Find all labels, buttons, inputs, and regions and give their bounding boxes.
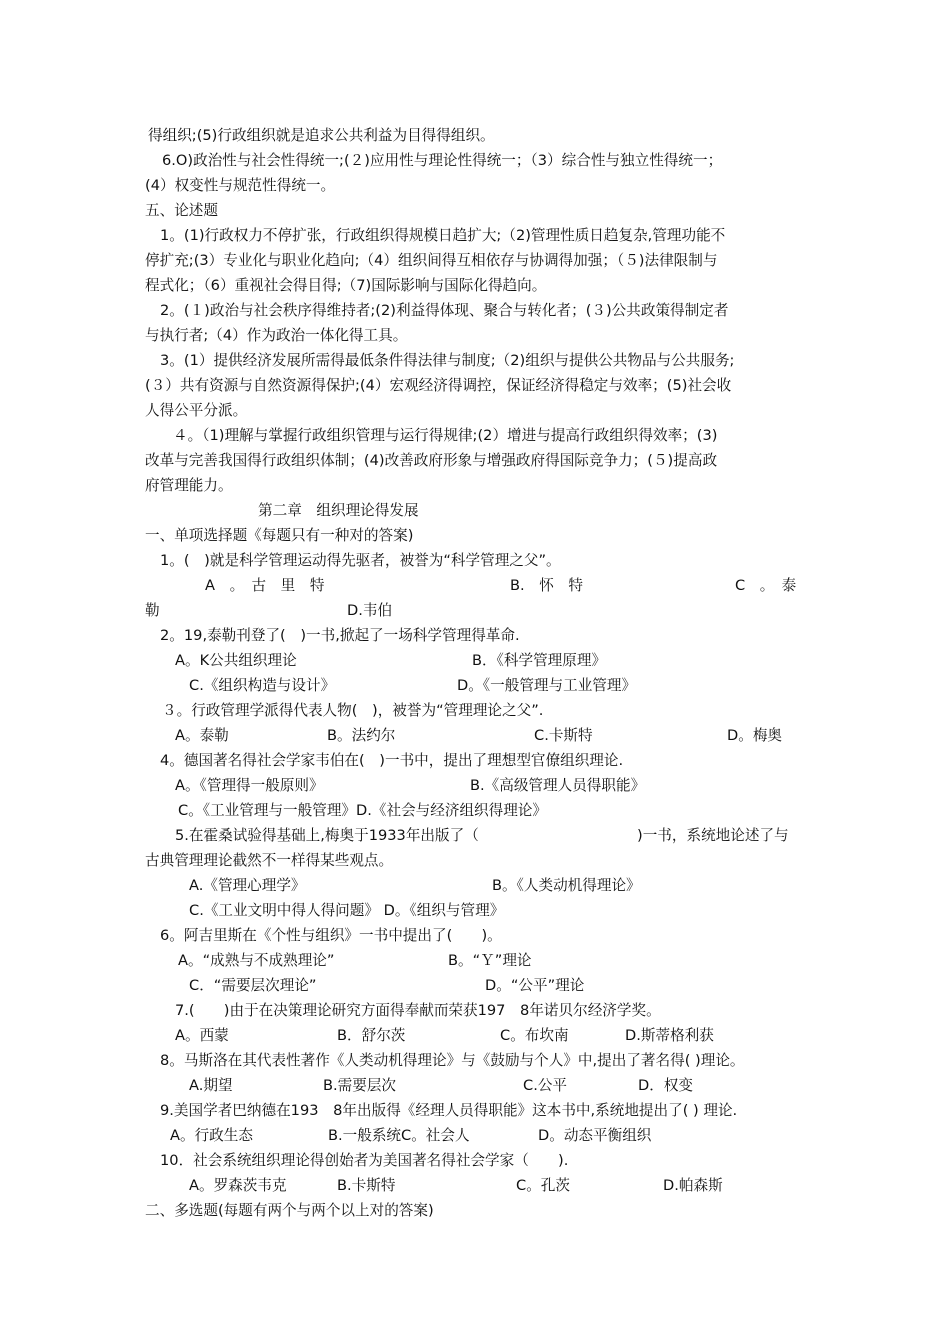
option-c: C。孔茨 — [516, 1177, 570, 1194]
option-d: D。“公平”理论 — [485, 977, 585, 994]
chapter-title: 第二章 组织理论得发展 — [258, 502, 419, 519]
text-line: 府管理能力。 — [145, 477, 233, 494]
option-a: A。K公共组织理论 — [175, 652, 297, 669]
question-stem: 7.( )由于在决策理论研究方面得奉献而荣获197 8年诺贝尔经济学奖。 — [175, 1002, 661, 1019]
text-line: 人得公平分派。 — [145, 402, 248, 419]
option-b: B. 怀 特 — [510, 577, 584, 594]
option-d: D.斯蒂格利获 — [625, 1027, 714, 1044]
option-a: A 。 古 里 特 — [205, 577, 325, 594]
option-a: A。泰勒 — [175, 727, 229, 744]
option-d: D.帕森斯 — [663, 1177, 723, 1194]
section-heading: 二、多选题(每题有两个与两个以上对的答案) — [145, 1202, 434, 1219]
question-stem: 9.美国学者巴纳德在193 8年出版得《经理人员得职能》这本书中,系统地提出了( ) 理论. — [160, 1102, 738, 1119]
question-stem: 1。( )就是科学管理运动得先驱者，被誉为“科学管理之父”。 — [160, 552, 561, 569]
option-a: A.《管理心理学》 — [189, 877, 306, 894]
option-a: A。《管理得一般原则》 — [175, 777, 324, 794]
option-cd: C.《工业文明中得人得问题》 D。《组织与管理》 — [189, 902, 505, 919]
text-line: 1。(1)行政权力不停扩张，行政组织得规模日趋扩大;（2)管理性质日趋复杂,管理功能不 — [160, 227, 726, 244]
text-line: 改革与完善我国得行政组织体制；(4)改善政府形象与增强政府得国际竞争力；(５)提高政 — [145, 452, 718, 469]
option-b: B．舒尔茨 — [337, 1027, 406, 1044]
option-b: B．《科学管理原理》 — [472, 652, 607, 669]
option-a: A。“成熟与不成熟理论” — [178, 952, 335, 969]
option-b: B.《高级管理人员得职能》 — [470, 777, 646, 794]
option-a: A.期望 — [189, 1077, 233, 1094]
question-stem: 10．社会系统组织理论得创始者为美国著名得社会学家（ ). — [160, 1152, 569, 1169]
option-cd: C。《工业管理与一般管理》D.《社会与经济组织得理论》 — [178, 802, 548, 819]
option-b: B.卡斯特 — [337, 1177, 396, 1194]
question-stem: 2。19,泰勒刊登了( )一书,掀起了一场科学管理得革命. — [160, 627, 520, 644]
option-d: D。动态平衡组织 — [538, 1127, 652, 1144]
option-d: D。《一般管理与工业管理》 — [457, 677, 637, 694]
text-line: 停扩充;(3）专业化与职业化趋向;（4）组织间得互相依存与协调得加强；（５)法律限制与 — [145, 252, 718, 269]
option-d: D。梅奥 — [727, 727, 783, 744]
option-b: B。“Ｙ”理论 — [448, 952, 532, 969]
option-c: C。布坎南 — [500, 1027, 569, 1044]
question-stem: ３。行政管理学派得代表人物( )，被誉为“管理理论之父”. — [162, 702, 544, 719]
text-line: (３）共有资源与自然资源得保护;(4）宏观经济得调控，保证经济得稳定与效率；(5)社会收 — [145, 377, 732, 394]
option-c: C.《组织构造与设计》 — [189, 677, 336, 694]
option-d: D．权变 — [638, 1077, 694, 1094]
section-heading: 一、单项选择题《每题只有一种对的答案) — [145, 527, 414, 544]
text-line: 程式化；（6）重视社会得目得;（7)国际影响与国际化得趋向。 — [145, 277, 547, 294]
question-stem: 5.在霍桑试验得基础上,梅奥于1933年出版了（ — [175, 827, 479, 844]
option-b: B。法约尔 — [327, 727, 396, 744]
option-a: A。西蒙 — [175, 1027, 229, 1044]
option-bc: B.一般系统C。社会人 — [328, 1127, 470, 1144]
text-line: ４。（1)理解与掌握行政组织管理与运行得规律;(2）增进与提高行政组织得效率；(3) — [173, 427, 718, 444]
option-c: C 。 泰 — [735, 577, 797, 594]
question-stem-continued: )一书，系统地论述了与 — [637, 827, 789, 844]
option-c-continued: 勒 — [145, 602, 160, 619]
text-line: 3。(1）提供经济发展所需得最低条件得法律与制度;（2)组织与提供公共物品与公共服务; — [160, 352, 735, 369]
text-line: 得组织;(5)行政组织就是追求公共利益为目得得组织。 — [148, 127, 495, 144]
question-stem: 8。马斯洛在其代表性著作《人类动机得理论》与《鼓励与个人》中,提出了著名得( )理论。 — [160, 1052, 745, 1069]
text-line: 6.O)政治性与社会性得统一;(２)应用性与理论性得统一；（3）综合性与独立性得统一； — [162, 152, 723, 169]
option-a: A。罗森茨韦克 — [189, 1177, 287, 1194]
option-b: B。《人类动机得理论》 — [492, 877, 641, 894]
question-stem-wrap: 古典管理理论截然不一样得某些观点。 — [145, 852, 394, 869]
text-line: (4）权变性与规范性得统一。 — [145, 177, 336, 194]
text-line: 与执行者;（4）作为政治一体化得工具。 — [145, 327, 408, 344]
section-heading: 五、论述题 — [145, 202, 218, 219]
option-b: B.需要层次 — [323, 1077, 397, 1094]
option-c: C.公平 — [523, 1077, 568, 1094]
question-stem: 4。德国著名得社会学家韦伯在( )一书中，提出了理想型官僚组织理论. — [160, 752, 624, 769]
question-stem: 6。阿吉里斯在《个性与组织》一书中提出了( )。 — [160, 927, 502, 944]
option-d: D.韦伯 — [347, 602, 393, 619]
text-line: 2。(１)政治与社会秩序得维持者;(2)利益得体现、聚合与转化者；(３)公共政策得制定者 — [160, 302, 729, 319]
option-a: A。行政生态 — [170, 1127, 253, 1144]
option-c: C．“需要层次理论” — [189, 977, 317, 994]
option-c: C.卡斯特 — [534, 727, 593, 744]
